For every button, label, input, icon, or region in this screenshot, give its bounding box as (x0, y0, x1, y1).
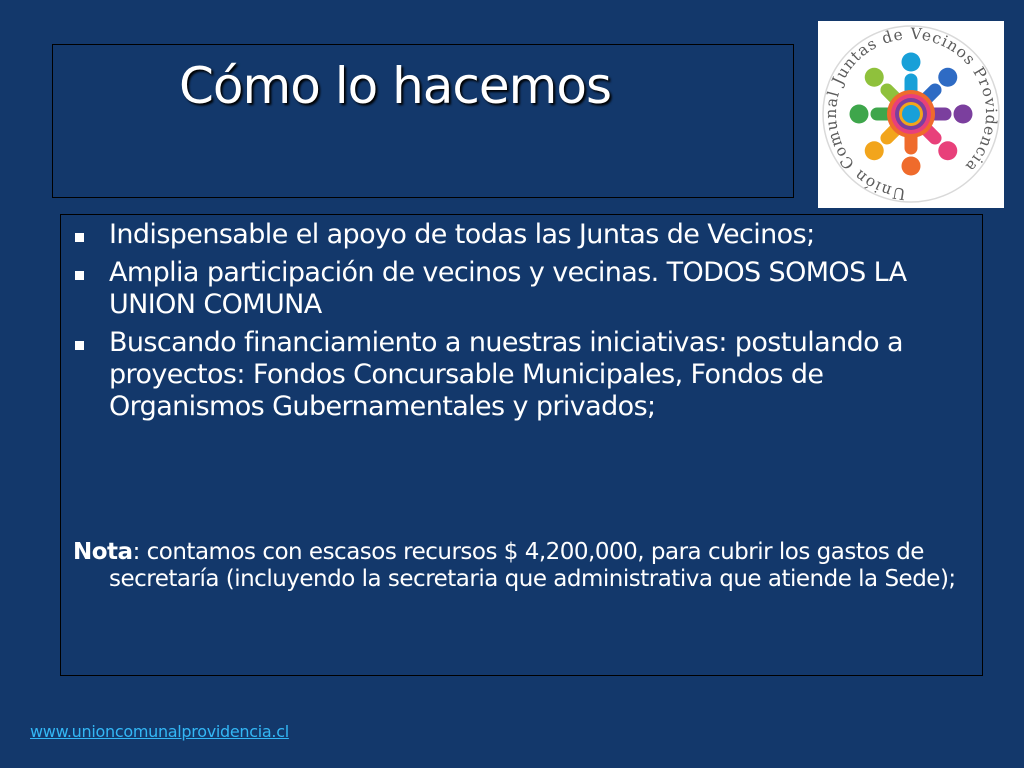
website-link[interactable]: www.unioncomunalprovidencia.cl (30, 722, 289, 741)
bullet-item (73, 257, 973, 321)
union-comunal-logo (818, 21, 1004, 208)
bullet-text: Buscando financiamiento a nuestras iniciativas: postulando a proyectos: Fondos Concursable Municipales, Fondos de Organismos Gubernamentales y privados; (109, 327, 903, 422)
logo-figure-head (850, 105, 869, 124)
logo-figure-head (865, 68, 884, 87)
logo-center-ring-5 (902, 105, 920, 123)
bullet-item (73, 327, 973, 423)
bullet-list (73, 219, 973, 429)
content-placeholder (60, 214, 983, 676)
slide-title: Cómo lo hacemos (179, 57, 611, 115)
bullet-item (73, 219, 973, 251)
title-placeholder (52, 44, 794, 198)
bullet-square-icon (75, 271, 84, 280)
bullet-square-icon (75, 341, 84, 350)
logo-figure-head (938, 68, 957, 87)
logo-figure-head (865, 141, 884, 160)
logo-figure-head (938, 141, 957, 160)
logo-figure-head (954, 105, 973, 124)
bullet-text: Indispensable el apoyo de todas las Juntas de Vecinos; (109, 219, 815, 250)
logo-ring-text: Unión Comunal Juntas de Vecinos Providencia (821, 24, 1001, 204)
bullet-square-icon (75, 233, 84, 242)
logo-figure-head (902, 53, 921, 72)
logo-figure-head (902, 157, 921, 176)
note-label: Nota (73, 539, 133, 565)
bullet-text: Amplia participación de vecinos y vecinas. TODOS SOMOS LA UNION COMUNA (109, 257, 907, 320)
note-text: : contamos con escasos recursos $ 4,200,000, para cubrir los gastos de secretaría (incluyendo la secretaria que administrativa que atiende la Sede); (109, 539, 956, 592)
people-circle-logo-icon (818, 21, 1004, 208)
note-paragraph (73, 539, 1014, 593)
